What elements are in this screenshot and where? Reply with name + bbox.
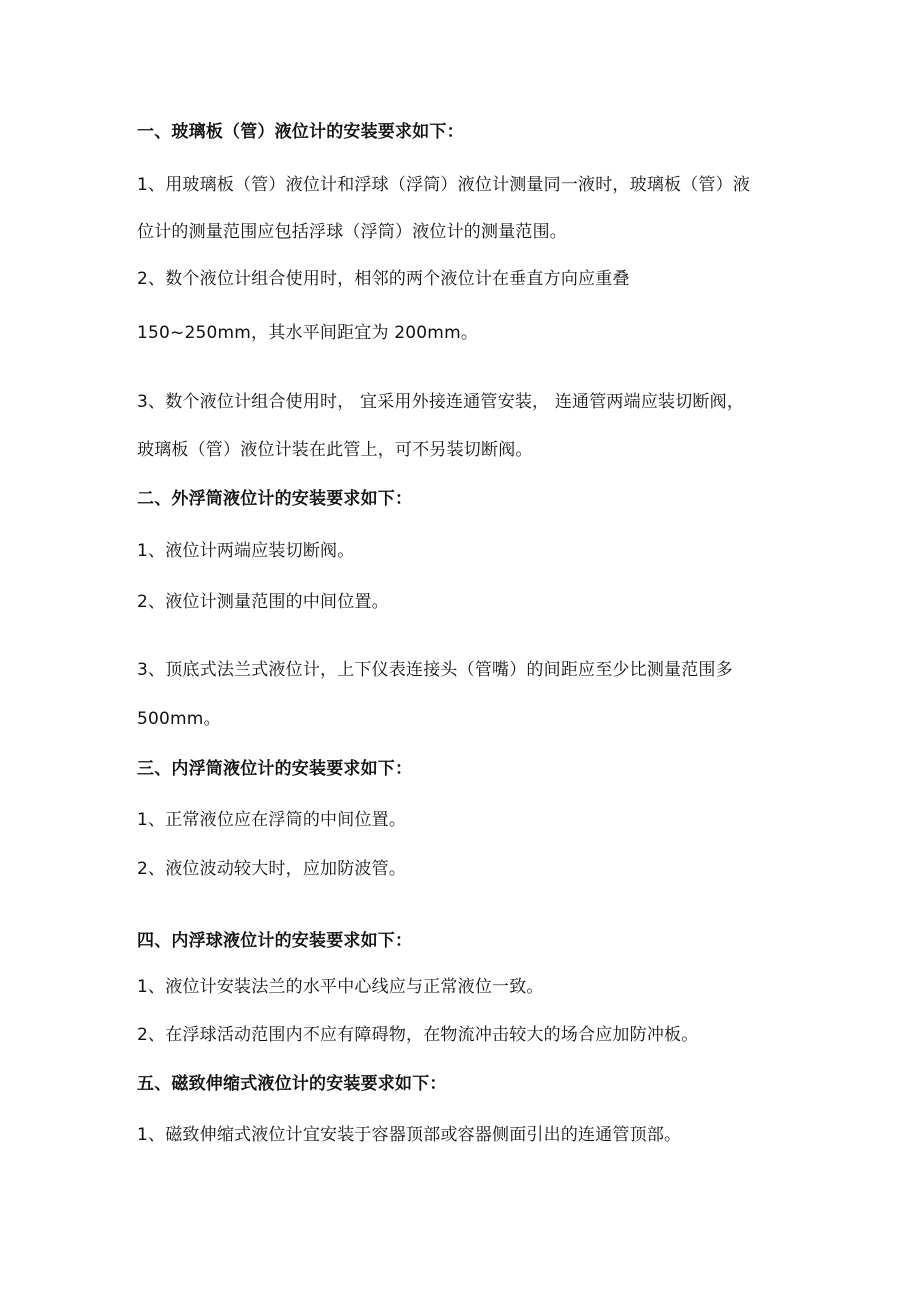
paragraph-line: 2、液位波动较大时，应加防波管。	[137, 859, 407, 879]
paragraph-line: 2、液位计测量范围的中间位置。	[137, 592, 389, 612]
section-heading-5: 五、磁致伸缩式液位计的安装要求如下：	[137, 1074, 447, 1094]
paragraph-line: 1、用玻璃板（管）液位计和浮球（浮筒）液位计测量同一液时，玻璃板（管）液	[137, 175, 751, 195]
paragraph-line: 3、数个液位计组合使用时， 宜采用外接连通管安装， 连通管两端应装切断阀，	[137, 392, 745, 412]
section-heading-1: 一、玻璃板（管）液位计的安装要求如下：	[137, 122, 464, 142]
paragraph-line: 2、数个液位计组合使用时，相邻的两个液位计在垂直方向应重叠	[137, 269, 630, 289]
paragraph-line: 1、液位计两端应装切断阀。	[137, 541, 355, 561]
paragraph-line: 位计的测量范围应包括浮球（浮筒）液位计的测量范围。	[137, 222, 567, 242]
paragraph-line: 2、在浮球活动范围内不应有障碍物，在物流冲击较大的场合应加防冲板。	[137, 1025, 699, 1045]
section-heading-4: 四、内浮球液位计的安装要求如下：	[137, 931, 413, 951]
paragraph-line: 1、正常液位应在浮筒的中间位置。	[137, 810, 407, 830]
paragraph-line: 玻璃板（管）液位计装在此管上，可不另装切断阀。	[137, 440, 533, 460]
paragraph-line: 1、液位计安装法兰的水平中心线应与正常液位一致。	[137, 977, 544, 997]
section-heading-3: 三、内浮筒液位计的安装要求如下：	[137, 759, 413, 779]
paragraph-line: 150~250mm，其水平间距宜为 200mm。	[137, 323, 479, 343]
section-heading-2: 二、外浮筒液位计的安装要求如下：	[137, 489, 413, 509]
paragraph-line: 1、磁致伸缩式液位计宜安装于容器顶部或容器侧面引出的连通管顶部。	[137, 1125, 682, 1145]
paragraph-line: 3、顶底式法兰式液位计，上下仪表连接头（管嘴）的间距应至少比测量范围多	[137, 660, 733, 680]
paragraph-line: 500mm。	[137, 709, 221, 729]
